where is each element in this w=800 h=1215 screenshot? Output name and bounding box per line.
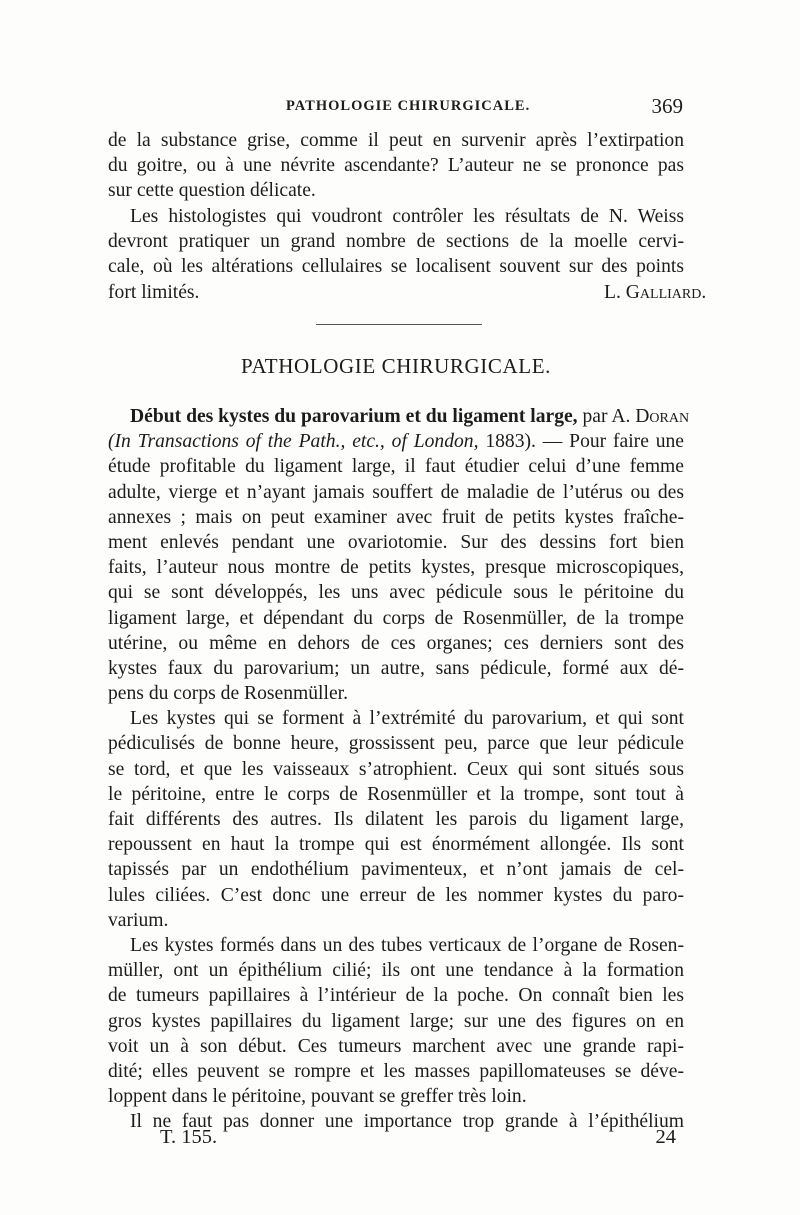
article-title: Début des kystes du parovarium et du ligament large, (130, 406, 578, 427)
text-line: du goitre, ou à une névrite ascendante? L’auteur ne se prononce pas (108, 155, 684, 177)
text-line: de tumeurs papillaires à l’intérieur de la poche. On connaît bien les (108, 985, 684, 1007)
text-line: loppent dans le péritoine, pouvant se greffer très loin. (108, 1086, 527, 1108)
article-author: Doran (635, 406, 690, 427)
text-line: étude profitable du ligament large, il faut étudier celui d’une femme (108, 456, 684, 478)
text-line: varium. (108, 909, 169, 931)
text-line: ment enlevés pendant une ovariotomie. Sur des dessins fort bien (108, 531, 684, 553)
author-signature: L. Galliard. (604, 281, 707, 303)
text-line: le péritoine, entre le corps de Rosenmüller et la trompe, sont tout à (108, 783, 684, 805)
text-line: repoussent en haut la trompe qui est énormément allongée. Ils sont (108, 834, 684, 856)
text-line: de la substance grise, comme il peut en survenir après l’extirpation (108, 130, 684, 151)
text-line: annexes ; mais on peut examiner avec fruit de petits kystes fraîche- (108, 506, 684, 528)
text-line: Les kystes qui se forment à l’extrémité du parovarium, et qui sont (130, 708, 684, 730)
intro-paragraph (108, 128, 684, 204)
histologist-paragraph (108, 204, 707, 305)
text-line: müller, ont un épithélium cilié; ils ont une tendance à la formation (108, 960, 684, 982)
text-line: Il ne faut pas donner une importance trop grande à l’épithélium (130, 1111, 684, 1133)
page-footer (108, 1126, 684, 1156)
article-byline: par A. (577, 406, 636, 427)
last-line-text: fort limités. (108, 281, 200, 303)
article-source-rest: 1883). — Pour faire une (478, 431, 685, 453)
signature-mark: 24 (655, 1126, 676, 1148)
section-title: PATHOLOGIE CHIRURGICALE. (241, 354, 551, 378)
article-source: (In Transactions of the Path., etc., of London, (108, 431, 479, 453)
text-line: sur cette question délicate. (108, 180, 316, 202)
text-line: dité; elles peuvent se rompre et les masses papillomateuses se déve- (108, 1060, 684, 1082)
text-line: devront pratiquer un grand nombre de sections de la moelle cervi- (108, 231, 684, 253)
article-heading-line (108, 404, 690, 429)
text-line: cale, où les altérations cellulaires se localisent souvent sur des points (108, 256, 684, 278)
section-divider (316, 324, 482, 325)
text-line: fait différents des autres. Ils dilatent les parois du ligament large, (108, 809, 684, 830)
text-line: ligament large, et dépendant du corps de Rosenmüller, de la trompe (108, 607, 684, 629)
page-number: 369 (651, 94, 683, 118)
volume-mark: T. 155. (160, 1126, 218, 1148)
article-body (108, 404, 690, 1134)
running-head (110, 96, 685, 120)
text-line: tapissés par un endothélium pavimenteux, et n’ont jamais de cel- (108, 859, 684, 881)
text-line: qui se sont développés, les uns avec pédicule sous le péritoine du (108, 582, 684, 604)
text-line: gros kystes papillaires du ligament large; sur une des figures on en (108, 1010, 684, 1032)
text-line: voit un à son début. Ces tumeurs marchent avec une grande rapi- (108, 1035, 684, 1057)
text-line: pédiculisés de bonne heure, grossissent peu, parce que leur pédicule (108, 733, 684, 755)
text-line: pens du corps de Rosenmüller. (108, 683, 348, 705)
text-line: utérine, ou même en dehors de ces organes; ces derniers sont des (108, 632, 684, 654)
text-line: Les histologistes qui voudront contrôler les résultats de N. Weiss (130, 206, 684, 227)
text-line: lules ciliées. C’est donc une erreur de les nommer kystes du paro- (108, 884, 684, 906)
text-line: adulte, vierge et n’ayant jamais souffert de maladie de l’utérus ou des (108, 481, 684, 503)
article-source-line (108, 429, 684, 454)
running-title: PATHOLOGIE CHIRURGICALE. (286, 98, 531, 114)
text-line: Les kystes formés dans un des tubes verticaux de l’organe de Rosen- (130, 934, 684, 956)
text-line: se tord, et que les vaisseaux s’atrophient. Ceux qui sont situés sous (108, 758, 684, 780)
text-line: faits, l’auteur nous montre de petits kystes, presque microscopiques, (108, 557, 684, 579)
text-line (108, 280, 707, 305)
text-line: kystes faux du parovarium; un autre, sans pédicule, formé aux dé- (108, 657, 684, 679)
